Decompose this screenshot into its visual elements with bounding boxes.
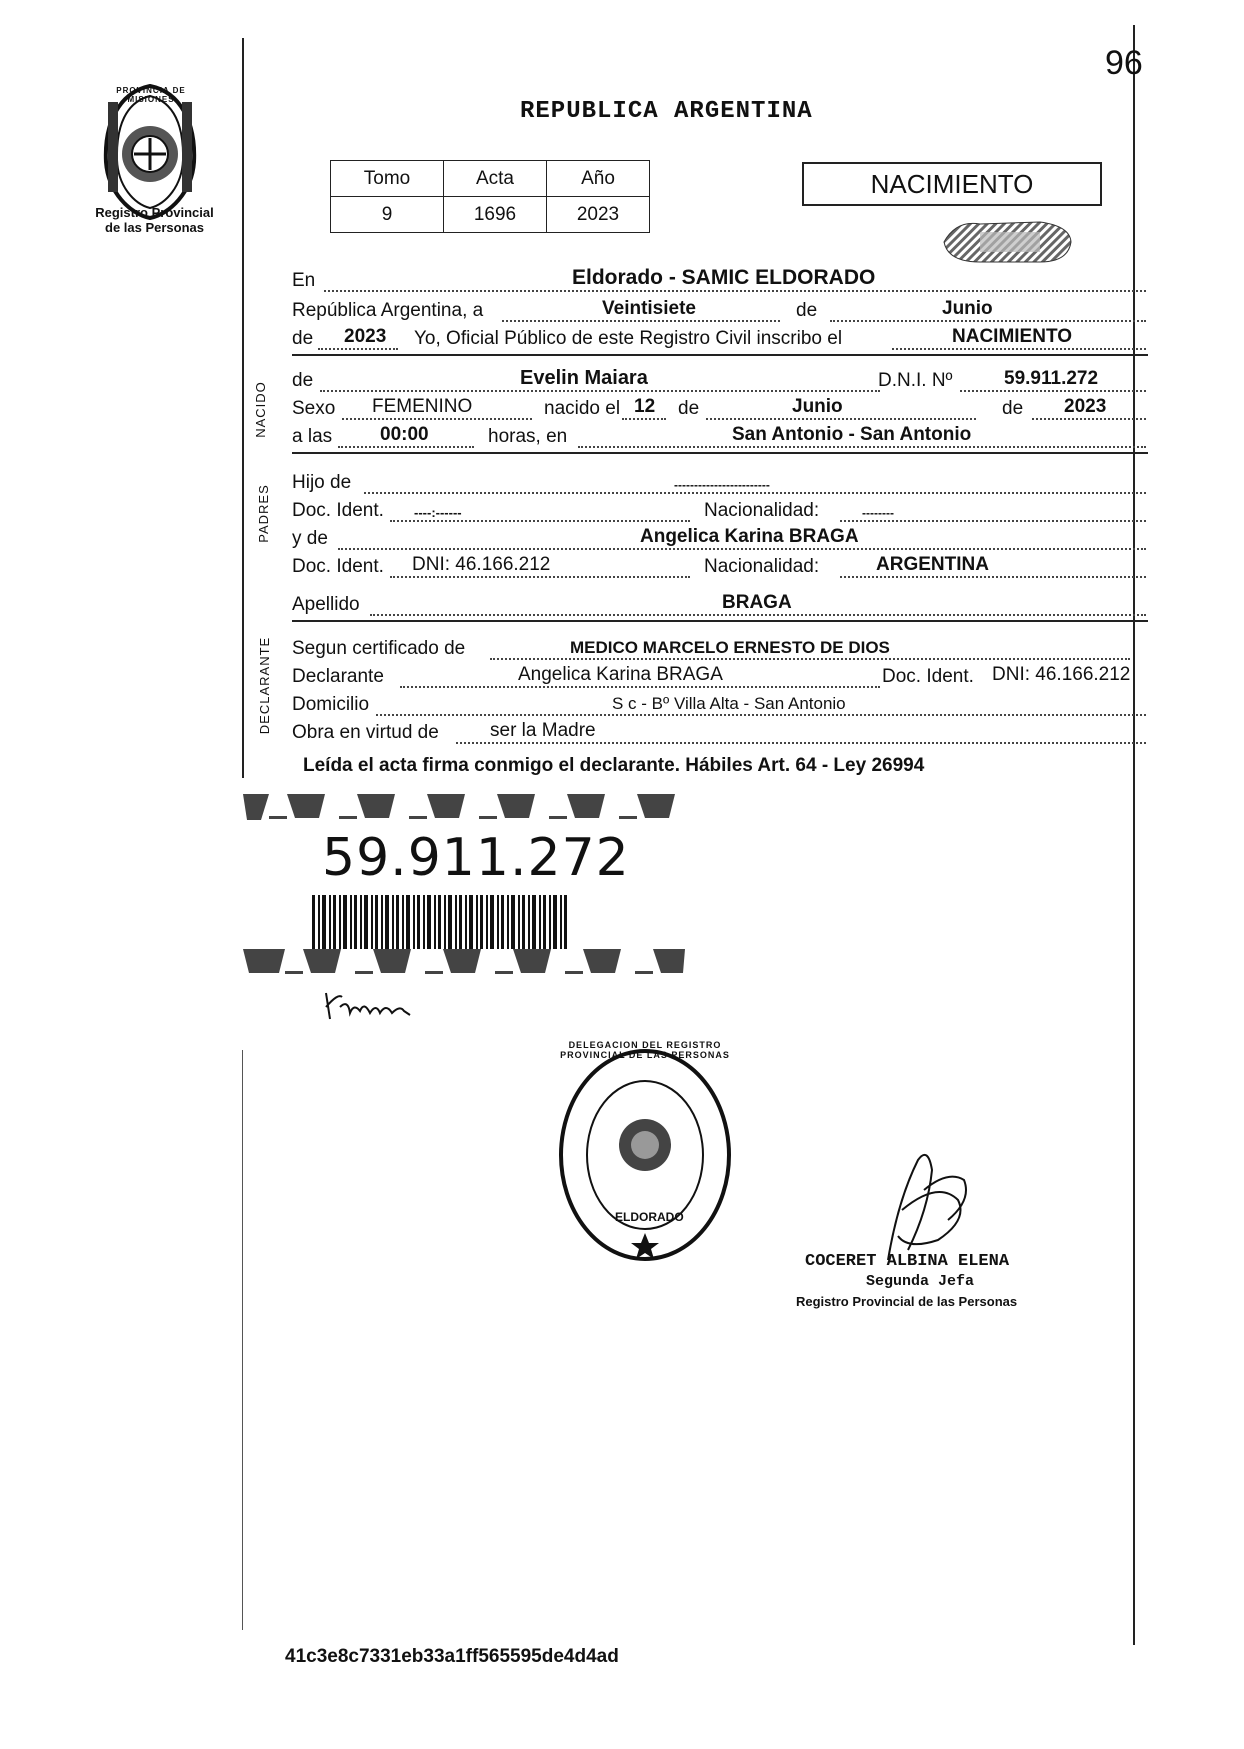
label-y-de: y de [292, 528, 328, 549]
value-ano: 2023 [547, 197, 650, 233]
label-nacido-el: nacido el [544, 398, 621, 419]
value-obra: ser la Madre [490, 720, 596, 741]
value-birth-year: 2023 [1064, 396, 1107, 417]
label-doc-ident: Doc. Ident. [882, 666, 974, 687]
signatory-office: Registro Provincial de las Personas [796, 1294, 1018, 1309]
label-apellido: Apellido [292, 594, 360, 615]
dotted-line [502, 320, 780, 322]
value-birth-month: Junio [792, 396, 843, 417]
dotted-line [622, 418, 666, 420]
value-declarante: Angelica Karina BRAGA [518, 664, 723, 685]
dotted-line [320, 390, 880, 392]
label-de: de [796, 300, 818, 321]
value-day-text: Veintisiete [602, 298, 696, 319]
label-domicilio: Domicilio [292, 694, 370, 715]
row-father-doc [292, 498, 1147, 524]
row-year-act [292, 326, 1147, 352]
row-en [292, 268, 1147, 294]
value-apellido: BRAGA [722, 592, 792, 613]
label-republica: República Argentina, a [292, 300, 484, 321]
value-month-text: Junio [942, 298, 993, 319]
value-sexo: FEMENINO [372, 396, 473, 417]
dotted-line [390, 520, 690, 522]
dotted-line [840, 576, 1146, 578]
label-de: de [1002, 398, 1024, 419]
label-de: de [678, 398, 700, 419]
act-type-box: NACIMIENTO [802, 162, 1102, 206]
row-nacido-name [292, 368, 1147, 394]
dotted-line [830, 320, 1146, 322]
row-hijo-de [292, 470, 1147, 496]
label-de: de [292, 370, 314, 391]
row-domicilio [292, 692, 1147, 718]
left-margin-line-lower [242, 1050, 243, 1630]
row-obra [292, 720, 1147, 746]
document-title: REPUBLICA ARGENTINA [520, 98, 813, 125]
dotted-line [706, 418, 976, 420]
label-de2: de [292, 328, 314, 349]
dotted-line [390, 576, 690, 578]
label-declarante: Declarante [292, 666, 384, 687]
label-oficial: Yo, Oficial Público de este Registro Civil inscribo el [414, 328, 843, 349]
section-divider [292, 452, 1148, 454]
row-y-de [292, 526, 1147, 552]
value-child-name: Evelin Maiara [520, 367, 648, 389]
official-signature [868, 1140, 978, 1270]
label-horas-en: horas, en [488, 426, 568, 447]
label-sexo: Sexo [292, 398, 336, 419]
label-en: En [292, 270, 316, 291]
dotted-line [400, 686, 880, 688]
label-dni: D.N.I. Nº [878, 370, 953, 391]
section-divider [292, 354, 1148, 356]
row-declarante [292, 664, 1147, 690]
value-father-nationality: -------- [862, 506, 894, 520]
section-divider [292, 620, 1148, 622]
value-act-word: NACIMIENTO [952, 326, 1072, 347]
dotted-line [840, 520, 1146, 522]
value-certificado: MEDICO MARCELO ERNESTO DE DIOS [570, 638, 890, 657]
signatory-name: COCERET ALBINA ELENA [805, 1252, 1010, 1271]
seal-city: ELDORADO [615, 1210, 684, 1224]
seal-text: DELEGACION DEL REGISTRO PROVINCIAL DE LAS PERSONAS [560, 1040, 730, 1060]
declarant-handwritten-signature [320, 985, 430, 1025]
value-father-doc: ----:------ [414, 505, 462, 520]
dotted-line [324, 290, 1146, 292]
dotted-line [338, 446, 474, 448]
value-tomo: 9 [331, 197, 444, 233]
value-place: Eldorado - SAMIC ELDORADO [572, 266, 876, 289]
row-hora [292, 424, 1147, 450]
dotted-line [578, 446, 1146, 448]
row-republica [292, 298, 1147, 324]
official-seal [555, 1045, 735, 1265]
barcode-icon [312, 895, 570, 949]
document-hash: 41c3e8c7331eb33a1ff565595de4d4ad [285, 1646, 619, 1667]
label-doc-ident: Doc. Ident. [292, 556, 384, 577]
value-child-dni: 59.911.272 [1004, 368, 1099, 389]
value-mother: Angelica Karina BRAGA [640, 526, 859, 547]
dotted-line [370, 614, 1146, 616]
dotted-line [960, 390, 1146, 392]
dotted-line [892, 348, 1146, 350]
value-hour: 00:00 [380, 424, 429, 445]
value-father: ------------------------ [674, 478, 770, 492]
row-certificado [292, 636, 1147, 662]
side-label-padres: PADRES [255, 484, 271, 543]
dotted-line [490, 658, 1130, 660]
dotted-line [364, 492, 1146, 494]
logo-caption [82, 205, 227, 235]
value-birth-day: 12 [634, 396, 656, 417]
row-apellido [292, 592, 1147, 618]
page-number: 96 [1105, 44, 1143, 82]
header-acta: Acta [444, 161, 547, 197]
dotted-line [1032, 418, 1146, 420]
security-stamp-icon [940, 218, 1075, 266]
registry-table [330, 160, 650, 233]
dotted-line [342, 418, 532, 420]
signatory-role: Segunda Jefa [866, 1273, 975, 1290]
label-doc-ident: Doc. Ident. [292, 500, 384, 521]
label-hijo-de: Hijo de [292, 472, 352, 493]
header-ano: Año [547, 161, 650, 197]
left-margin-line [242, 38, 244, 778]
legal-note: Leída el acta firma conmigo el declarante. Hábiles Art. 64 - Ley 26994 [303, 755, 925, 776]
security-band-top [243, 790, 685, 824]
label-nacionalidad: Nacionalidad: [704, 500, 820, 521]
large-dni-number: 59.911.272 [322, 828, 630, 888]
value-mother-nationality: ARGENTINA [876, 554, 989, 575]
logo-caption-line1: Registro Provincial [95, 205, 214, 220]
value-mother-doc: DNI: 46.166.212 [412, 554, 551, 575]
value-birth-place: San Antonio - San Antonio [732, 424, 972, 445]
logo-arc-text: PROVINCIA DE MISIONES [116, 86, 186, 104]
value-domicilio: S c - Bº Villa Alta - San Antonio [612, 694, 846, 713]
label-certificado: Segun certificado de [292, 638, 466, 659]
value-year: 2023 [344, 326, 387, 347]
security-band-bottom [243, 945, 685, 979]
dotted-line [318, 348, 398, 350]
logo-caption-line2: de las Personas [105, 220, 204, 235]
label-obra: Obra en virtud de [292, 722, 439, 743]
dotted-line [338, 548, 1146, 550]
value-declarante-doc: DNI: 46.166.212 [992, 664, 1131, 685]
row-mother-doc [292, 554, 1147, 580]
side-label-declarante: DECLARANTE [257, 636, 273, 735]
label-nacionalidad: Nacionalidad: [704, 556, 820, 577]
label-a-las: a las [292, 426, 333, 447]
value-acta: 1696 [444, 197, 547, 233]
dotted-line [456, 742, 1146, 744]
side-label-nacido: NACIDO [252, 381, 268, 438]
row-sexo [292, 396, 1147, 422]
dotted-line [376, 714, 1146, 716]
header-tomo: Tomo [331, 161, 444, 197]
